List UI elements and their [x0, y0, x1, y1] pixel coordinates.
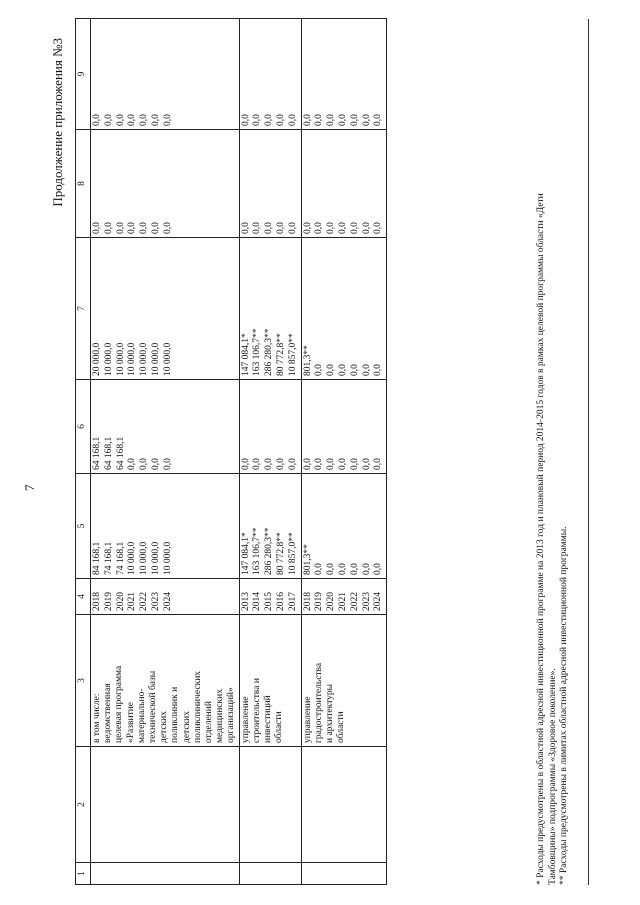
- cell-value: 0,0: [162, 458, 173, 470]
- cell-value: 0,0: [264, 114, 275, 126]
- description-line: инвестиций: [263, 695, 274, 743]
- cell-value: 10 000,0: [162, 541, 173, 575]
- cell-value: 0,0: [252, 222, 263, 234]
- table-cell-col2: [91, 747, 240, 863]
- table-cell-col1: [91, 863, 240, 885]
- description-line: целевая программа: [114, 665, 125, 743]
- description-line: градостроительства: [313, 662, 324, 743]
- table-cell-col7: [239, 238, 301, 380]
- table-cell-col8: [91, 130, 240, 238]
- cell-value: 0,0: [302, 114, 313, 126]
- cell-value: 2023: [150, 592, 161, 611]
- cell-value: 0,0: [139, 114, 150, 126]
- description-line: отделений: [204, 701, 215, 743]
- cell-value: 0,0: [326, 222, 337, 234]
- cell-value: 2018: [302, 592, 313, 611]
- cell-value: 0,0: [314, 458, 325, 470]
- cell-value: 0,0: [314, 222, 325, 234]
- cell-value: 2015: [264, 592, 275, 611]
- cell-value: 80 772,8**: [276, 333, 287, 376]
- table-cell-col1: [301, 863, 387, 885]
- cell-value: 0,0: [338, 563, 349, 575]
- table-cell-description: [239, 615, 301, 747]
- table-cell-col2: [301, 747, 387, 863]
- header-row: [76, 19, 91, 885]
- cell-value: 0,0: [252, 114, 263, 126]
- cell-value: 10 857,0**: [287, 333, 298, 376]
- cell-value: 0,0: [92, 114, 102, 126]
- cell-value: 0,0: [314, 114, 325, 126]
- description-line: строительства и: [251, 678, 262, 743]
- cell-value: 0,0: [302, 458, 313, 470]
- page-edge-line: [588, 19, 589, 885]
- cell-value: 0,0: [162, 114, 173, 126]
- cell-value: 2020: [326, 592, 337, 611]
- cell-value: 0,0: [373, 563, 384, 575]
- cell-value: 0,0: [276, 222, 287, 234]
- cell-value: 2014: [252, 592, 263, 611]
- table-cell-col9: [91, 19, 240, 130]
- table-cell-col7: [91, 238, 240, 380]
- cell-value: 2021: [338, 592, 349, 611]
- cell-value: 0,0: [326, 458, 337, 470]
- cell-value: 10 000,0: [127, 342, 138, 376]
- table-cell-col9: [301, 19, 387, 130]
- cell-value: 2019: [103, 592, 114, 611]
- cell-value: 64 168,1: [92, 436, 102, 470]
- description-line: области: [274, 711, 285, 743]
- description-line: организаций»: [226, 687, 237, 743]
- table-cell-col5: [91, 474, 240, 579]
- cell-value: 0,0: [373, 222, 384, 234]
- table-row: [301, 19, 387, 885]
- cell-value: 0,0: [361, 458, 372, 470]
- cell-value: 0,0: [349, 222, 360, 234]
- cell-value: 0,0: [361, 563, 372, 575]
- cell-value: 2024: [162, 592, 173, 611]
- cell-value: 0,0: [276, 114, 287, 126]
- cell-value: 0,0: [150, 222, 161, 234]
- cell-value: 2016: [276, 592, 287, 611]
- cell-value: 0,0: [150, 458, 161, 470]
- cell-value: 0,0: [276, 458, 287, 470]
- cell-value: 10 000,0: [127, 541, 138, 575]
- cell-value: 0,0: [127, 222, 138, 234]
- cell-value: 0,0: [349, 458, 360, 470]
- table-cell-years: [239, 579, 301, 615]
- cell-value: 20 000,0: [92, 342, 102, 376]
- column-header: 5: [76, 474, 91, 579]
- cell-value: 10 000,0: [103, 342, 114, 376]
- cell-value: 0,0: [326, 114, 337, 126]
- cell-value: 2018: [92, 592, 102, 611]
- column-header: 6: [76, 380, 91, 474]
- table-cell-col5: [301, 474, 387, 579]
- table-cell-col8: [301, 130, 387, 238]
- description-line: поликлинических: [192, 670, 203, 743]
- description-line: детских: [181, 711, 192, 743]
- cell-value: 0,0: [264, 222, 275, 234]
- column-header: 1: [76, 863, 91, 885]
- footnote: ** Расходы предусмотрены в лимитах областной адресной инвестиционной программы.: [559, 526, 570, 885]
- cell-value: 64 168,1: [103, 436, 114, 470]
- cell-value: 0,0: [373, 458, 384, 470]
- cell-value: 0,0: [264, 458, 275, 470]
- cell-value: 10 000,0: [139, 342, 150, 376]
- cell-value: 147 084,1*: [240, 333, 251, 376]
- description-line: медицинских: [215, 689, 226, 743]
- cell-value: 2021: [127, 592, 138, 611]
- cell-value: 147 084,1*: [240, 532, 251, 575]
- cell-value: 0,0: [252, 458, 263, 470]
- cell-value: 0,0: [326, 563, 337, 575]
- cell-value: 0,0: [103, 114, 114, 126]
- cell-value: 2022: [349, 592, 360, 611]
- cell-value: 0,0: [115, 114, 126, 126]
- cell-value: 74 168,1: [115, 541, 126, 575]
- cell-value: 0,0: [361, 222, 372, 234]
- page-number: 7: [22, 484, 37, 491]
- description-line: технической базы: [148, 670, 159, 743]
- cell-value: 0,0: [240, 114, 251, 126]
- table-cell-col7: [301, 238, 387, 380]
- table-cell-years: [91, 579, 240, 615]
- table-row: [239, 19, 301, 885]
- cell-value: 84 168,1: [92, 541, 102, 575]
- cell-value: 0,0: [139, 458, 150, 470]
- description-line: управление: [240, 696, 251, 743]
- cell-value: 0,0: [361, 364, 372, 376]
- cell-value: 2023: [361, 592, 372, 611]
- cell-value: 163 106,7**: [252, 527, 263, 575]
- column-header: 3: [76, 615, 91, 747]
- table-cell-description: [301, 615, 387, 747]
- cell-value: 0,0: [326, 364, 337, 376]
- cell-value: 2017: [287, 592, 298, 611]
- cell-value: 0,0: [373, 114, 384, 126]
- cell-value: 0,0: [162, 222, 173, 234]
- table-cell-col6: [239, 380, 301, 474]
- cell-value: 0,0: [338, 114, 349, 126]
- footnotes: [536, 25, 571, 885]
- column-header: 8: [76, 130, 91, 238]
- description-line: и архитектуры: [325, 683, 336, 743]
- table-cell-description: [91, 615, 240, 747]
- cell-value: 80 772,8**: [276, 532, 287, 575]
- description-line: материально-: [136, 688, 147, 743]
- description-line: «Развитие: [125, 701, 136, 743]
- cell-value: 286 280,3**: [264, 328, 275, 376]
- cell-value: 0,0: [349, 364, 360, 376]
- description-line: области: [336, 711, 347, 743]
- cell-value: 0,0: [287, 114, 298, 126]
- column-header: 9: [76, 19, 91, 130]
- table-cell-years: [301, 579, 387, 615]
- cell-value: 0,0: [361, 114, 372, 126]
- footnote: * Расходы предусмотрены в областной адресной инвестиционной программе на 2013 год и плановый период 2014-2015 годов в рамках целевой программы области «Дети: [536, 193, 546, 885]
- cell-value: 0,0: [150, 114, 161, 126]
- description-line: поликлиник и: [170, 686, 181, 743]
- cell-value: 2020: [115, 592, 126, 611]
- cell-value: 0,0: [349, 563, 360, 575]
- cell-value: 0,0: [127, 458, 138, 470]
- cell-value: 0,0: [302, 222, 313, 234]
- column-header: 4: [76, 579, 91, 615]
- cell-value: 10 000,0: [115, 342, 126, 376]
- cell-value: 10 000,0: [162, 342, 173, 376]
- cell-value: 0,0: [287, 458, 298, 470]
- table-cell-col2: [239, 747, 301, 863]
- footnote: Тамбовщины» подпрограммы «Здоровое поколение».: [547, 668, 558, 885]
- description-line: управление: [302, 696, 313, 743]
- column-header: 7: [76, 238, 91, 380]
- cell-value: 801,3**: [302, 345, 313, 376]
- cell-value: 0,0: [139, 222, 150, 234]
- cell-value: 0,0: [127, 114, 138, 126]
- cell-value: 2022: [139, 592, 150, 611]
- cell-value: 0,0: [338, 364, 349, 376]
- cell-value: 10 857,0**: [287, 532, 298, 575]
- cell-value: 0,0: [103, 222, 114, 234]
- table-cell-col6: [91, 380, 240, 474]
- cell-value: 64 168,1: [115, 436, 126, 470]
- column-header: 2: [76, 747, 91, 863]
- cell-value: 0,0: [338, 458, 349, 470]
- cell-value: 286 280,3**: [264, 527, 275, 575]
- cell-value: 0,0: [115, 222, 126, 234]
- cell-value: 2013: [240, 592, 251, 611]
- table-cell-col1: [239, 863, 301, 885]
- table-cell-col8: [239, 130, 301, 238]
- cell-value: 0,0: [338, 222, 349, 234]
- description-line: в том числе:: [92, 693, 102, 743]
- cell-value: 10 000,0: [150, 342, 161, 376]
- cell-value: 801,3**: [302, 544, 313, 575]
- table-cell-col5: [239, 474, 301, 579]
- table-cell-col9: [239, 19, 301, 130]
- cell-value: 10 000,0: [150, 541, 161, 575]
- cell-value: 0,0: [349, 114, 360, 126]
- cell-value: 163 106,7**: [252, 328, 263, 376]
- cell-value: 0,0: [92, 222, 102, 234]
- cell-value: 0,0: [287, 222, 298, 234]
- cell-value: 0,0: [314, 563, 325, 575]
- cell-value: 74 168,1: [103, 541, 114, 575]
- description-line: ведомственная: [103, 683, 114, 743]
- table-cell-col6: [301, 380, 387, 474]
- budget-table: [75, 18, 387, 885]
- cell-value: 0,0: [240, 222, 251, 234]
- cell-value: 2019: [314, 592, 325, 611]
- cell-value: 0,0: [314, 364, 325, 376]
- appendix-title: Продолжение приложения №3: [50, 38, 65, 207]
- cell-value: 2024: [373, 592, 384, 611]
- cell-value: 0,0: [373, 364, 384, 376]
- description-line: детских: [159, 711, 170, 743]
- table-row: [91, 19, 240, 885]
- cell-value: 10 000,0: [139, 541, 150, 575]
- cell-value: 0,0: [240, 458, 251, 470]
